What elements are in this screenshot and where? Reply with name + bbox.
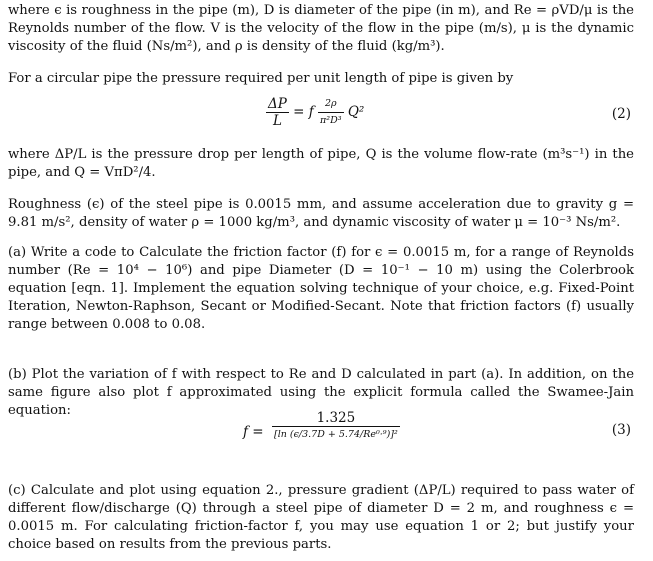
eq2-lhs-denominator: L (272, 113, 282, 129)
paragraph-pressure-drop: where ΔP/L is the pressure drop per length of pipe, Q is the volume flow-rate (m³s⁻¹) in the pipe, and Q = VπD²/4. (8, 147, 634, 180)
paragraph-part-b: (b) Plot the variation of f with respect to Re and D calculated in part (a). In addition, on the same figure also plot f approximated using the explicit formula called the Swamee-Jain equation: (8, 367, 634, 418)
eq2-lhs-fraction (266, 96, 289, 129)
paragraph-pressure-intro: For a circular pipe the pressure required per unit length of pipe is given by (8, 71, 514, 86)
equation-3-number: (3) (611, 422, 631, 438)
paragraph-part-c: (c) Calculate and plot using equation 2., pressure gradient (ΔP/L) required to pass water of different flow/discharge (Q) through a steel pipe of diameter D = 2 m, and roughness ϵ = 0.0015 m. For calculating friction-factor f, you may use equation 1 or 2; but justify your choice based on results from the previous parts. (8, 483, 634, 552)
eq2-rhs-fraction (318, 96, 343, 129)
eq3-denominator: [ln (ϵ/3.7D + 5.74/Re⁰·⁹)]² (274, 429, 398, 440)
eq3-fraction (272, 410, 400, 443)
eq3-numerator: 1.325 (272, 410, 400, 427)
eq3-lhs: f = (243, 424, 264, 440)
paragraph-part-a: (a) Write a code to Calculate the friction factor (f) for ϵ = 0.0015 m, for a range of Reynolds number (Re = 10⁴ − 10⁶) and pipe Diameter (D = 10⁻¹ − 10 m) using the Colerbrook equation [eqn. 1]. Implement the equation solving technique of your choice, e.g. Fixed-Point Iteration, Newton-Raphson, Secant or Modified-Secant. Note that friction factors (f) usually range between 0.008 to 0.08. (8, 245, 634, 332)
eq2-flow-squared: Q² (347, 104, 365, 120)
eq2-equals-f: = f (293, 104, 314, 120)
equation-2-number: (2) (611, 106, 631, 122)
eq2-lhs-numerator: ΔP (268, 96, 287, 112)
eq2-rhs-denominator: π²D³ (320, 115, 342, 126)
paragraph-definitions: where ϵ is roughness in the pipe (m), D is diameter of the pipe (in m), and Re = ρVD/μ is the Reynolds number of the flow. V is the velocity of the flow in the pipe (m/s), μ is the dynamic viscosity of the fluid (Ns/m²), and ρ is density of the fluid (kg/m³). (8, 3, 634, 54)
eq2-rhs-numerator: 2ρ (318, 96, 343, 113)
equation-3 (0, 410, 653, 450)
equation-2 (0, 96, 653, 136)
paragraph-constants: Roughness (ϵ) of the steel pipe is 0.0015 mm, and assume acceleration due to gravity g = 9.81 m/s², density of water ρ = 1000 kg/m³, and dynamic viscosity of water μ = 10⁻³ Ns/m². (8, 197, 634, 230)
